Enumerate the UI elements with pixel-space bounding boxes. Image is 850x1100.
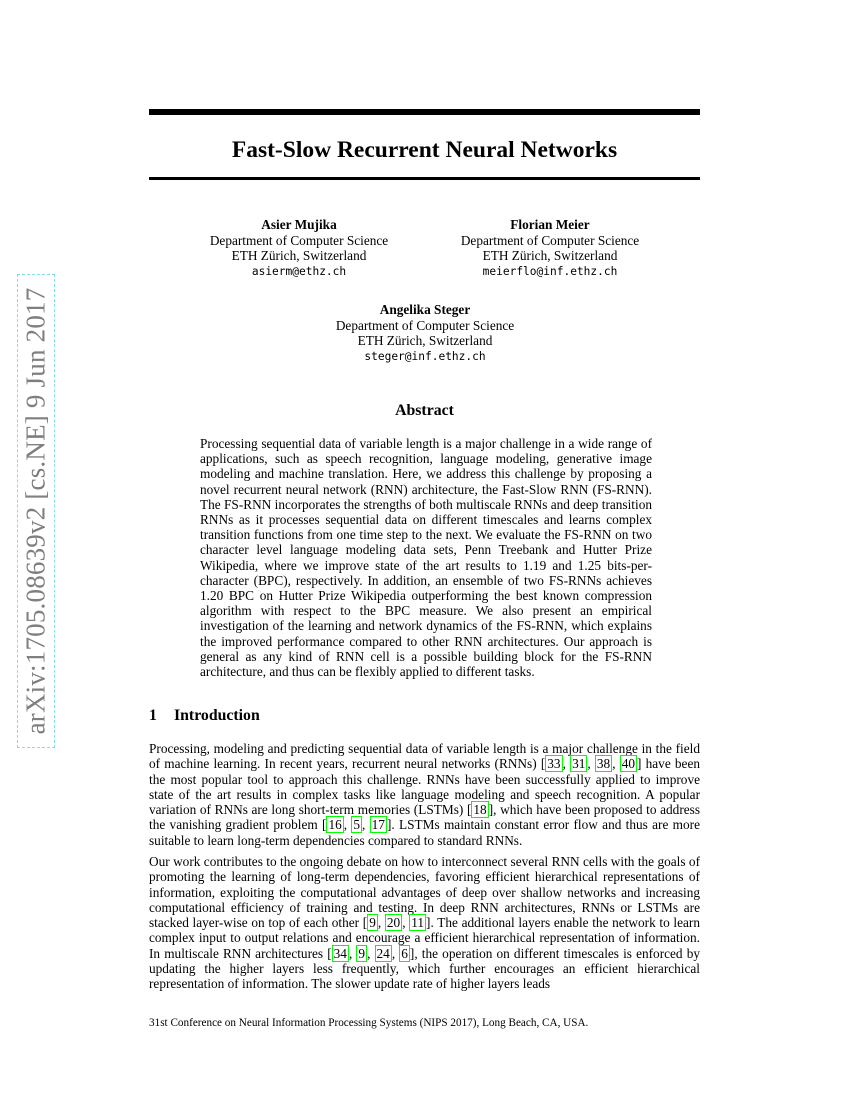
citation-link[interactable]: 20	[386, 915, 401, 931]
paragraph-text: . LSTMs maintain constant error flow and thus are more suitable to learn long-term dependencies compared to standard RNNs.	[149, 817, 700, 848]
author-institution: ETH Zürich, Switzerland	[482, 248, 618, 263]
abstract-heading: Abstract	[395, 402, 454, 419]
author-name: Angelika Steger	[379, 302, 471, 317]
author-block	[450, 217, 650, 279]
section-number: 1	[149, 707, 157, 724]
citation-group: [ 34 , 9 , 24 , 6 ]	[327, 945, 415, 961]
section-heading	[149, 707, 260, 725]
author-name: Asier Mujika	[261, 217, 337, 232]
paragraph-text: . The additional layers enable the network to learn complex input to output relations and encourage a efficient hierarchical representation of information. In multiscale RNN architectures	[149, 915, 700, 961]
author-name: Florian Meier	[510, 217, 590, 232]
paragraph-text: have been the most popular tool to approach this challenge. RNNs have been successfully applied to improve state of the art results in complex tasks like language modeling and speech recognition. A popular variation of RNNs are long short-term memories (LSTMs)	[149, 756, 701, 818]
citation-link[interactable]: 38	[596, 756, 611, 772]
citation-link[interactable]: 9	[358, 945, 366, 961]
author-department: Department of Computer Science	[209, 232, 389, 248]
author-department: Department of Computer Science	[460, 232, 640, 248]
citation-link[interactable]: 24	[376, 945, 390, 961]
title-bottom-rule	[149, 177, 700, 180]
paragraph-text: , which have been proposed to address the vanishing gradient problem	[149, 802, 700, 833]
author-institution: ETH Zürich, Switzerland	[357, 333, 493, 348]
citation-link[interactable]: 31	[572, 756, 586, 772]
citation-link[interactable]: 33	[547, 756, 561, 772]
citation-group: [ 9 , 20 , 11 ]	[362, 915, 431, 931]
citation-link[interactable]: 6	[401, 945, 408, 961]
citation-group: [ 18 ]	[466, 802, 494, 818]
author-email[interactable]: asierm@ethz.ch	[251, 264, 347, 278]
author-block	[199, 217, 399, 279]
citation-link[interactable]: 11	[411, 915, 425, 931]
paragraph-text: Our work contributes to the ongoing debate on how to interconnect several RNN cells with the goals of promoting the learning of long-term dependencies, favoring efficient hierarchical representations of information, exploiting the computational advantages of deep over shallow networks and increasing computational efficiency of training and testing. In deep RNN architectures, RNNs or LSTMs are stacked layer-wise on top of each other	[149, 854, 700, 931]
paragraph-text: Processing, modeling and predicting sequential data of variable length is a major challenge in the field of machine learning. In recent years, recurrent neural networks (RNNs)	[149, 741, 700, 772]
abstract-text: Processing sequential data of variable length is a major challenge in a wide range of applications, such as speech recognition, language modeling, generative image modeling and machine translation. Here, we address this challenge by proposing a novel recurrent neural network (RNN) architecture, the Fast-Slow RNN (FS-RNN). The FS-RNN incorporates the strengths of both multiscale RNNs and deep transition RNNs as it processes sequential data on different timescales and learns complex transition functions from one time step to the next. We evaluate the FS-RNN on two character level language modeling data sets, Penn Treebank and Hutter Prize Wikipedia, where we improve state of the art results to 1.19 and 1.25 bits-per-character (BPC), respectively. In addition, an ensemble of two FS-RNNs achieves 1.20 BPC on Hutter Prize Wikipedia outperforming the best known compression algorithm with respect to the BPC measure. We also present an empirical investigation of the learning and network dynamics of the FS-RNN, which explains the improved performance compared to other RNN architectures. Our approach is general as any kind of RNN cell is a possible building block for the FS-RNN architecture, and thus can be flexibly applied to different tasks.	[200, 436, 652, 680]
intro-paragraph-2	[149, 854, 700, 992]
author-email[interactable]: meierflo@inf.ethz.ch	[482, 264, 618, 278]
conference-footnote: 31st Conference on Neural Information Processing Systems (NIPS 2017), Long Beach, CA, USA.	[149, 1017, 589, 1029]
paper-title: Fast-Slow Recurrent Neural Networks	[231, 137, 618, 163]
section-title: Introduction	[174, 707, 260, 724]
citation-link[interactable]: 18	[473, 802, 487, 818]
citation-link[interactable]: 34	[333, 945, 347, 961]
citation-link[interactable]: 17	[371, 817, 385, 833]
author-email[interactable]: steger@inf.ethz.ch	[364, 349, 486, 363]
citation-link[interactable]: 9	[369, 915, 376, 931]
arxiv-identifier-stamp[interactable]	[18, 275, 54, 747]
author-department: Department of Computer Science	[335, 317, 515, 333]
citation-group: [ 16 , 5 , 17 ]	[322, 817, 392, 833]
citation-link[interactable]: 5	[353, 817, 361, 833]
paragraph-text: , the operation on different timescales is enforced by updating the higher layers less frequently, which further encourages an efficient hierarchical representation of information. The slower update rate of higher layers leads	[149, 945, 701, 992]
citation-link[interactable]: 16	[328, 817, 342, 833]
citation-link[interactable]: 40	[621, 756, 635, 772]
title-top-rule	[149, 109, 700, 115]
author-institution: ETH Zürich, Switzerland	[231, 248, 367, 263]
intro-paragraph-1	[149, 741, 700, 848]
arxiv-stamp-text: arXiv:1705.08639v2 [cs.NE] 9 Jun 2017	[20, 287, 51, 735]
citation-group: [ 33 , 31 , 38 , 40 ]	[540, 756, 642, 772]
author-block	[325, 302, 525, 364]
